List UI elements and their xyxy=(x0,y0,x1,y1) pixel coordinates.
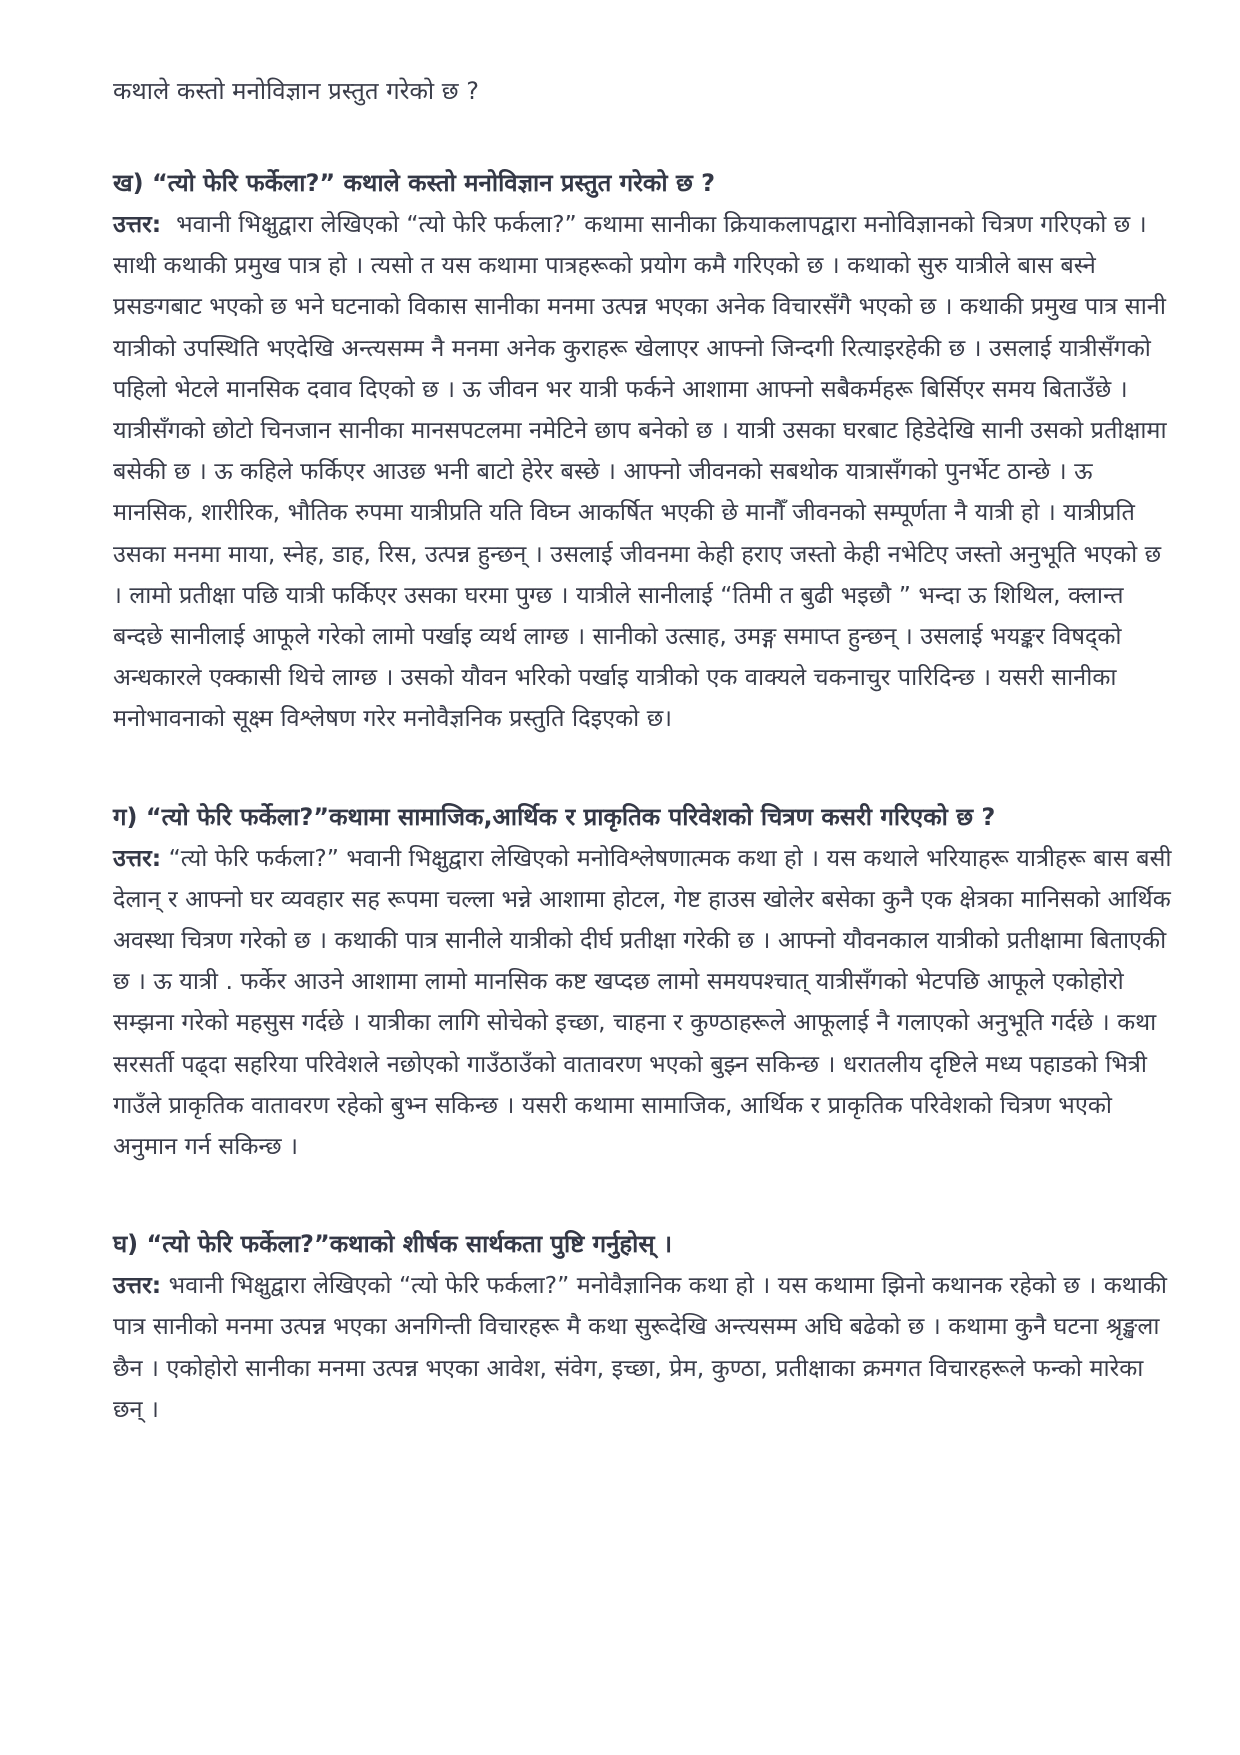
answer-paragraph xyxy=(113,1265,1173,1430)
question-heading: ख) “त्यो फेरि फर्केला?” कथाले कस्तो मनोविज्ञान प्रस्तुत गरेको छ ? xyxy=(113,169,716,197)
lead-line: कथाले कस्तो मनोविज्ञान प्रस्तुत गरेको छ ? xyxy=(113,77,479,105)
answer-label: उत्तर: xyxy=(113,210,162,238)
answer-paragraph xyxy=(113,204,1173,740)
question-heading: ग) “त्यो फेरि फर्केला?”कथामा सामाजिक,आर्थिक र प्राकृतिक परिवेशको चित्रण कसरी गरिएको छ ? xyxy=(113,802,996,831)
section-ga xyxy=(113,796,1173,1168)
answer-paragraph xyxy=(113,838,1173,1168)
section-kha xyxy=(113,162,1173,740)
answer-text: भवानी भिक्षुद्वारा लेखिएको “त्यो फेरि फर्कला?” कथामा सानीका क्रियाकलापद्वारा मनोविज्ञानको चित्रण गरिएको छ । साथी कथाकी प्रमुख पात्र हो । त्यसो त यस कथामा पात्रहरूको प्रयोग कमै गरिएको छ । कथाको सुरु यात्रीले बास बस्ने प्रसङगबाट भएको छ भने घटनाको विकास सानीका मनमा उत्पन्न भएका अनेक विचारसँगै भएको छ । कथाकी प्रमुख पात्र सानी यात्रीको उपस्थिति भएदेखि अन्त्यसम्म नै मनमा अनेक कुराहरू खेलाएर आफ्नो जिन्दगी रित्याइरहेकी छ । उसलाई यात्रीसँगको पहिलो भेटले मानसिक दवाव दिएको छ । ऊ जीवन भर यात्री फर्कने आशामा आफ्नो सबैकर्महरू बिर्सिएर समय बिताउँछे । यात्रीसँगको छोटो चिनजान सानीका मानसपटलमा नमेटिने छाप बनेको छ । यात्री उसका घरबाट हिडेदेखि सानी उसको प्रतीक्षामा बसेकी छ । ऊ कहिले फर्किएर आउछ भनी बाटो हेरेर बस्छे । आफ्नो जीवनको सबथोक यात्रासँगको पुनर्भेट ठान्छे । ऊ मानसिक, शारीरिक, भौतिक रुपमा यात्रीप्रति यति विघ्न आकर्षित भएकी छे मानौँ जीवनको सम्पूर्णता नै यात्री हो । यात्रीप्रति उसका मनमा माया, स्नेह, डाह, रिस, उत्पन्न हुन्छन् । उसलाई जीवनमा केही हराए जस्तो केही नभेटिए जस्तो अनुभूति भएको छ । लामो प्रतीक्षा पछि यात्री फर्किएर उसका घरमा पुग्छ । यात्रीले सानीलाई “तिमी त बुढी भइछौ ” भन्दा ऊ शिथिल, क्लान्त बन्दछे सानीलाई आफूले गरेको लामो पर्खाइ व्यर्थ लाग्छ । सानीको उत्साह, उमङ्ग समाप्त हुन्छन् । उसलाई भयङ्कर विषद्को अन्धकारले एक्कासी थिचे लाग्छ । उसको यौवन भरिको पर्खाइ यात्रीको एक वाक्यले चकनाचुर पारिदिन्छ । यसरी सानीका मनोभावनाको सूक्ष्म विश्लेषण गरेर मनोवैज्ञनिक प्रस्तुति दिइएको छ। xyxy=(113,210,1167,733)
answer-label: उत्तर: xyxy=(113,843,162,872)
document-page xyxy=(113,72,1173,1430)
answer-label: उत्तर: xyxy=(113,1271,162,1300)
question-heading: घ) “त्यो फेरि फर्केला?”कथाको शीर्षक सार्थकता पुष्टि गर्नुहोस् । xyxy=(113,1230,673,1259)
section-gha xyxy=(113,1223,1173,1430)
answer-text: भवानी भिक्षुद्वारा लेखिएको “त्यो फेरि फर्कला?” मनोवैज्ञानिक कथा हो । यस कथामा झिनो कथानक रहेको छ । कथाकी पात्र सानीको मनमा उत्पन्न भएका अनगिन्ती विचारहरू मै कथा सुरूदेखि अन्त्यसम्म अघि बढेको छ । कथामा कुनै घटना श्रृङ्खला छैन । एकोहोरो सानीका मनमा उत्पन्न भएका आवेश, संवेग, इच्छा, प्रेम, कुण्ठा, प्रतीक्षाका क्रमगत विचारहरूले फन्को मारेका छन् । xyxy=(113,1271,1168,1423)
answer-text: “त्यो फेरि फर्कला?” भवानी भिक्षुद्वारा लेखिएको मनोविश्लेषणात्मक कथा हो । यस कथाले भरियाहरू यात्रीहरू बास बसी देलान् र आफ्नो घर व्यवहार सह रूपमा चल्ला भन्ने आशामा होटल, गेष्ट हाउस खोलेर बसेका कुनै एक क्षेत्रका मानिसको आर्थिक अवस्था चित्रण गरेको छ । कथाकी पात्र सानीले यात्रीको दीर्घ प्रतीक्षा गरेकी छ । आफ्नो यौवनकाल यात्रीको प्रतीक्षामा बिताएकी छ । ऊ यात्री . फर्केर आउने आशामा लामो मानसिक कष्ट खप्दछ लामो समयपश्चात् यात्रीसँगको भेटपछि आफूले एकोहोरो सम्झना गरेको महसुस गर्दछे । यात्रीका लागि सोचेको इच्छा, चाहना र कुण्ठाहरूले आफूलाई नै गलाएको अनुभूति गर्दछे । कथा सरसर्ती पढ्दा सहरिया परिवेशले नछोएको गाउँठाउँको वातावरण भएको बुझ्न सकिन्छ । धरातलीय दृष्टिले मध्य पहाडको भित्री गाउँले प्राकृतिक वातावरण रहेको बुभ्न सकिन्छ । यसरी कथामा सामाजिक, आर्थिक र प्राकृतिक परिवेशको चित्रण भएको अनुमान गर्न सकिन्छ । xyxy=(113,843,1172,1161)
